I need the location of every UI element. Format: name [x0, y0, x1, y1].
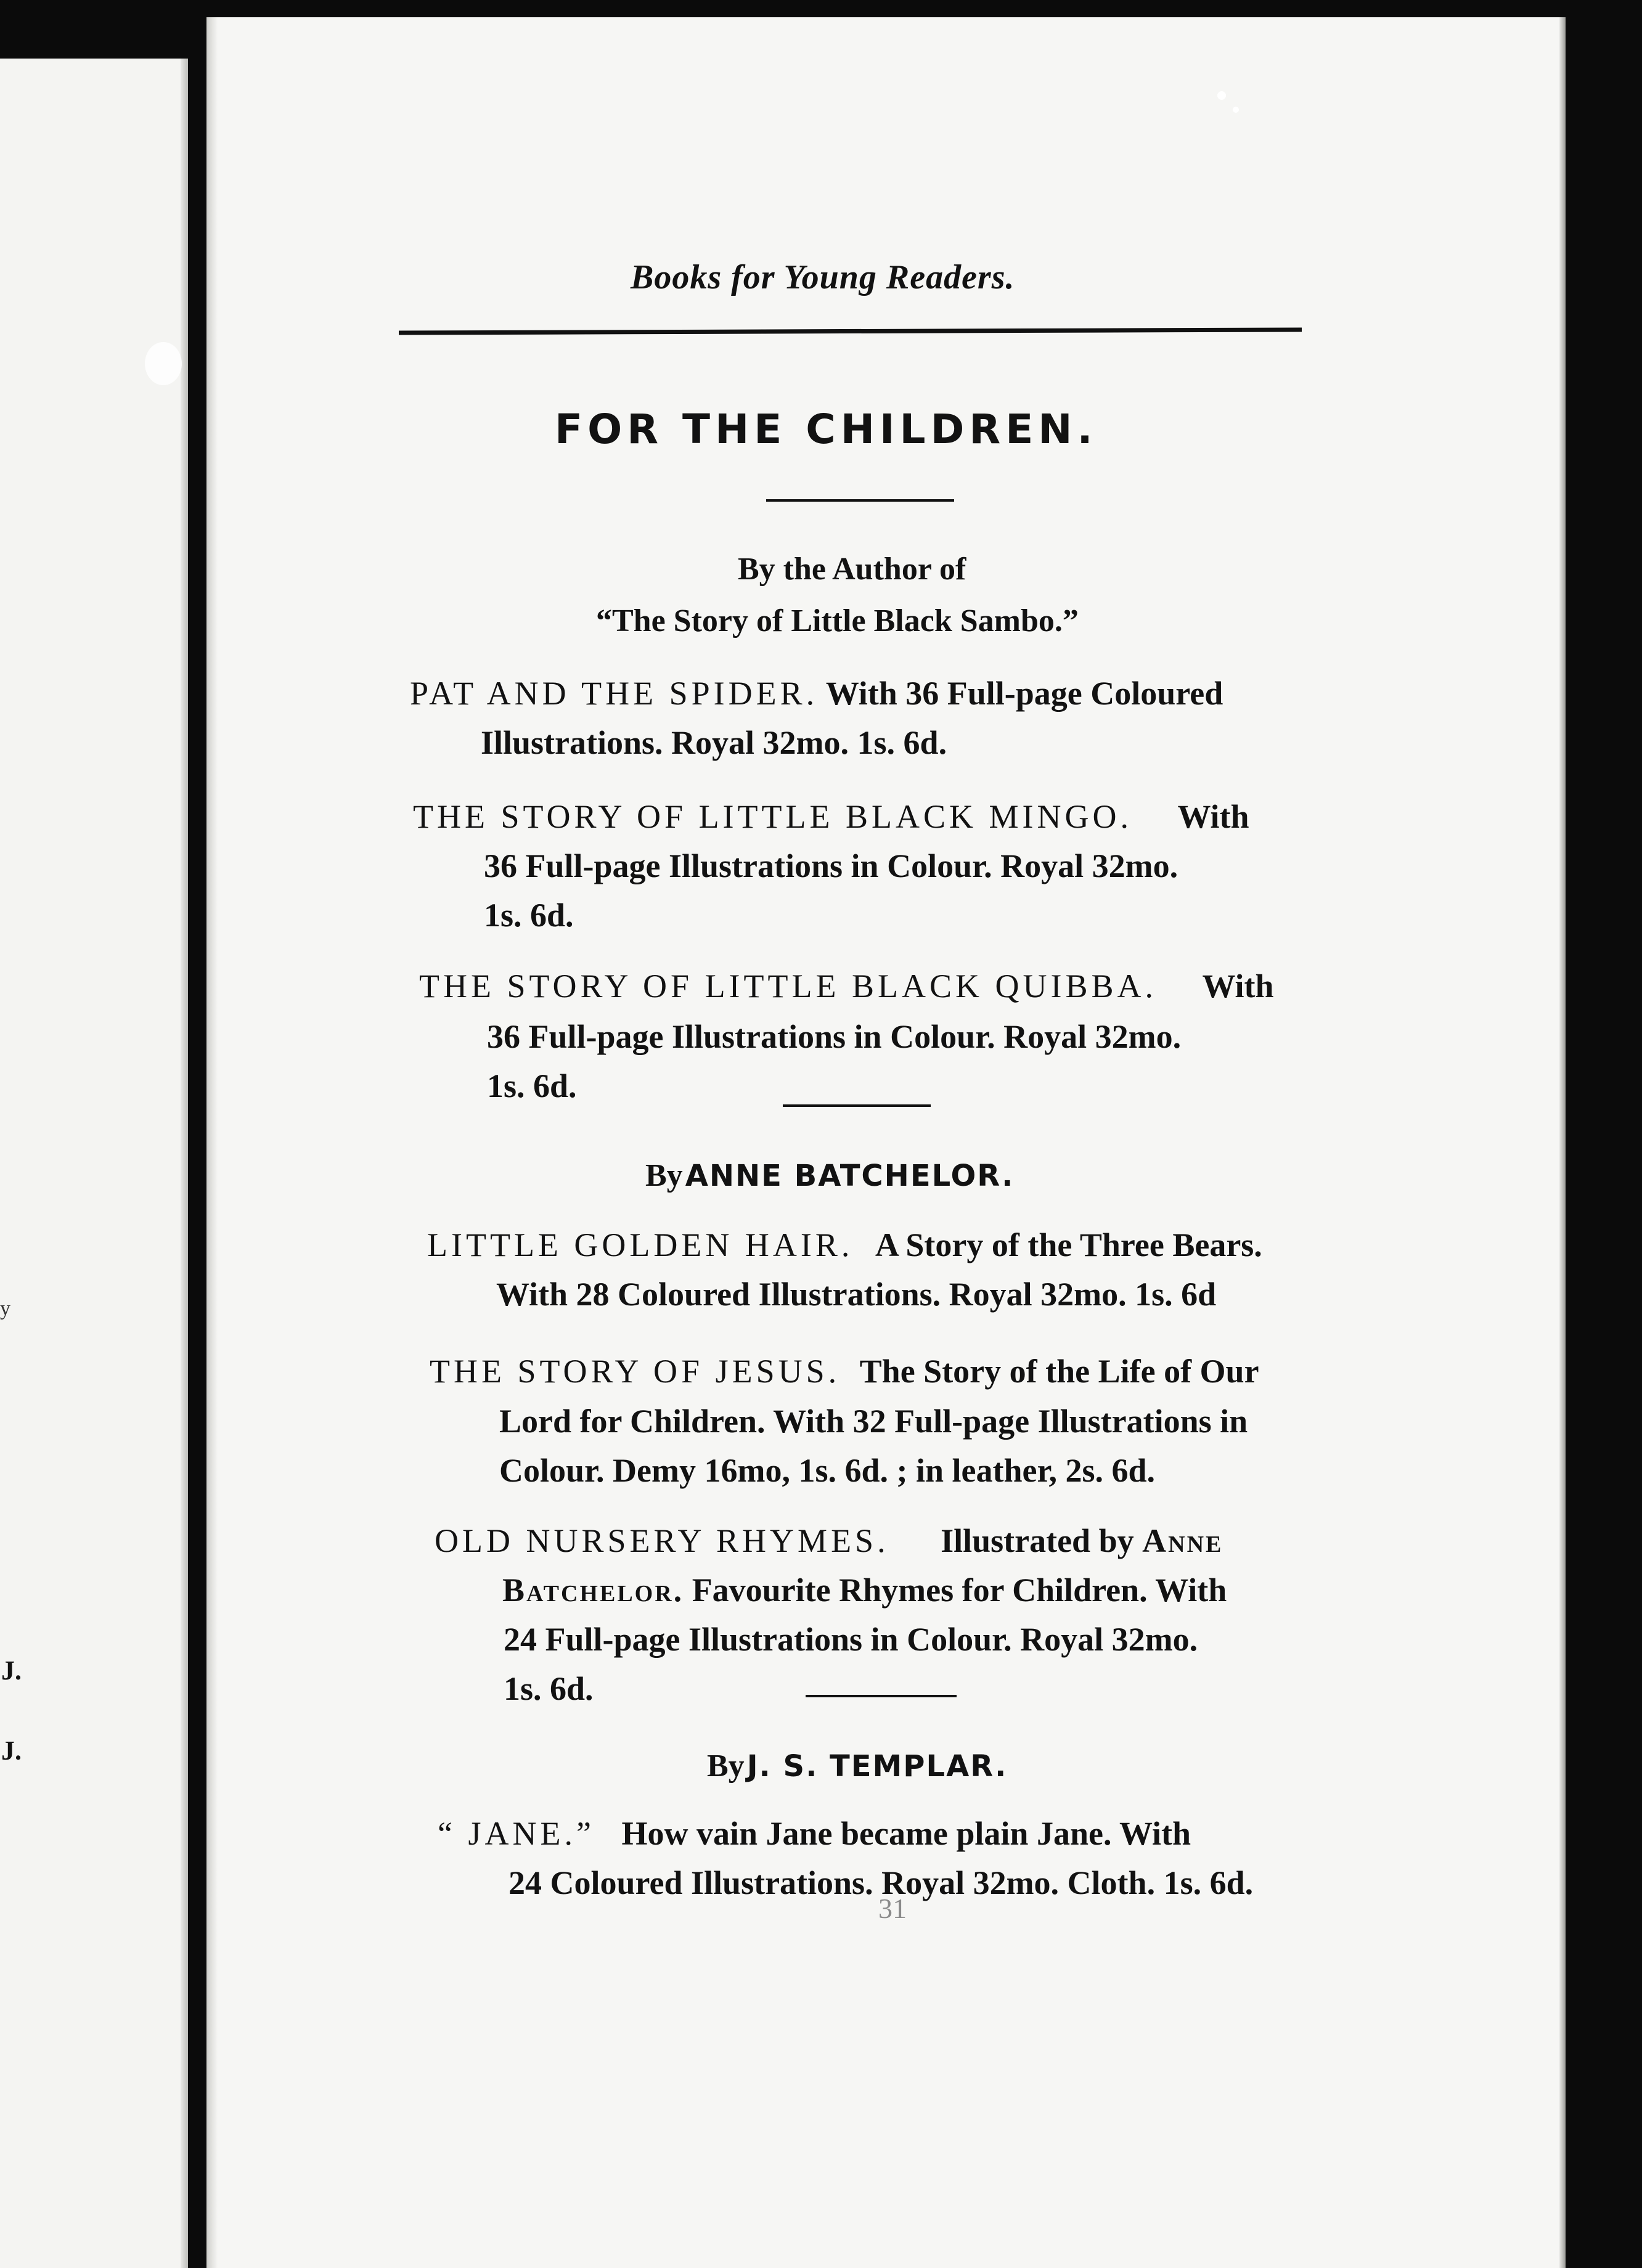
book-entry-title	[435, 1515, 1223, 1567]
page-title: FOR THE CHILDREN.	[555, 406, 1098, 453]
byline-prefix: By	[707, 1748, 745, 1784]
entry-text: 1s. 6d.	[484, 897, 574, 934]
book-entry-title	[438, 1808, 1191, 1859]
entry-text: With 36 Full-page Coloured	[825, 675, 1223, 712]
book-title: PAT AND THE SPIDER.	[410, 675, 819, 712]
author-name-small-caps: Anne	[1142, 1522, 1223, 1559]
page-right-edge	[1559, 17, 1566, 2268]
book-entry-title	[410, 667, 1223, 719]
section-divider	[783, 1104, 931, 1107]
entry-text: Favourite Rhymes for Children. With	[692, 1572, 1227, 1609]
byline-prefix: By	[645, 1158, 683, 1193]
section-divider	[766, 499, 954, 502]
book-title: THE STORY OF LITTLE BLACK MINGO.	[413, 798, 1132, 835]
entry-text: Colour. Demy 16mo, 1s. 6d. ; in leather, 2s. 6d.	[499, 1452, 1156, 1489]
book-title: OLD NURSERY RHYMES.	[435, 1522, 889, 1559]
entry-text: Illustrations. Royal 32mo. 1s. 6d.	[481, 724, 947, 761]
book-entry-title	[413, 791, 1249, 842]
entry-text: A Story of the Three Bears.	[875, 1226, 1262, 1263]
book-entry-title	[427, 1219, 1262, 1271]
book-page	[206, 17, 1566, 2268]
left-page-mark: y	[0, 1297, 10, 1320]
entry-text: 36 Full-page Illustrations in Colour. Royal 32mo.	[484, 847, 1178, 884]
section-byline	[645, 1157, 1014, 1194]
entry-text: With	[1177, 798, 1249, 835]
entry-text: Illustrated by	[941, 1522, 1134, 1559]
author-name-small-caps: Batchelor.	[502, 1572, 684, 1609]
page-number: 31	[878, 1893, 907, 1924]
page-edge-shadow	[206, 17, 218, 2268]
paper-blemish	[145, 342, 182, 385]
entry-text: 1s. 6d.	[504, 1670, 594, 1707]
entry-text: 24 Full-page Illustrations in Colour. Royal 32mo.	[504, 1621, 1198, 1658]
book-gutter	[188, 59, 206, 2268]
left-facing-page	[0, 59, 188, 2268]
author-name: ANNE BATCHELOR.	[685, 1159, 1015, 1193]
entry-text	[502, 1564, 1227, 1616]
book-title: LITTLE GOLDEN HAIR.	[427, 1226, 854, 1263]
entry-text: The Story of the Life of Our	[859, 1353, 1259, 1390]
entry-text: How vain Jane became plain Jane. With	[621, 1815, 1191, 1852]
section-byline	[707, 1748, 1007, 1784]
entry-text: 1s. 6d.	[487, 1067, 577, 1104]
paper-speck	[1233, 107, 1239, 113]
book-title: THE STORY OF LITTLE BLACK QUIBBA.	[419, 968, 1157, 1005]
section-divider	[806, 1695, 957, 1697]
book-entry-title	[419, 960, 1274, 1012]
book-entry-title	[430, 1345, 1259, 1397]
section-byline-work: “The Story of Little Black Sambo.”	[596, 603, 1079, 638]
paper-speck	[1217, 91, 1226, 100]
author-name: J. S. TEMPLAR.	[746, 1749, 1008, 1784]
entry-text: With 28 Coloured Illustrations. Royal 32mo. 1s. 6d	[496, 1276, 1217, 1313]
entry-text: Lord for Children. With 32 Full-page Illustrations in	[499, 1403, 1248, 1440]
running-header: Books for Young Readers.	[631, 258, 1015, 296]
section-byline: By the Author of	[738, 552, 966, 587]
header-rule	[399, 327, 1302, 335]
entry-text: With	[1202, 968, 1274, 1005]
entry-text: 24 Coloured Illustrations. Royal 32mo. Cloth. 1s. 6d.	[509, 1864, 1254, 1901]
left-page-fragment: J.	[1, 1736, 22, 1766]
book-title: “ JANE.”	[438, 1815, 595, 1852]
entry-text: 36 Full-page Illustrations in Colour. Royal 32mo.	[487, 1018, 1182, 1055]
book-title: THE STORY OF JESUS.	[430, 1353, 841, 1390]
left-page-fragment: J.	[1, 1655, 22, 1686]
spine-shadow	[181, 59, 188, 2268]
